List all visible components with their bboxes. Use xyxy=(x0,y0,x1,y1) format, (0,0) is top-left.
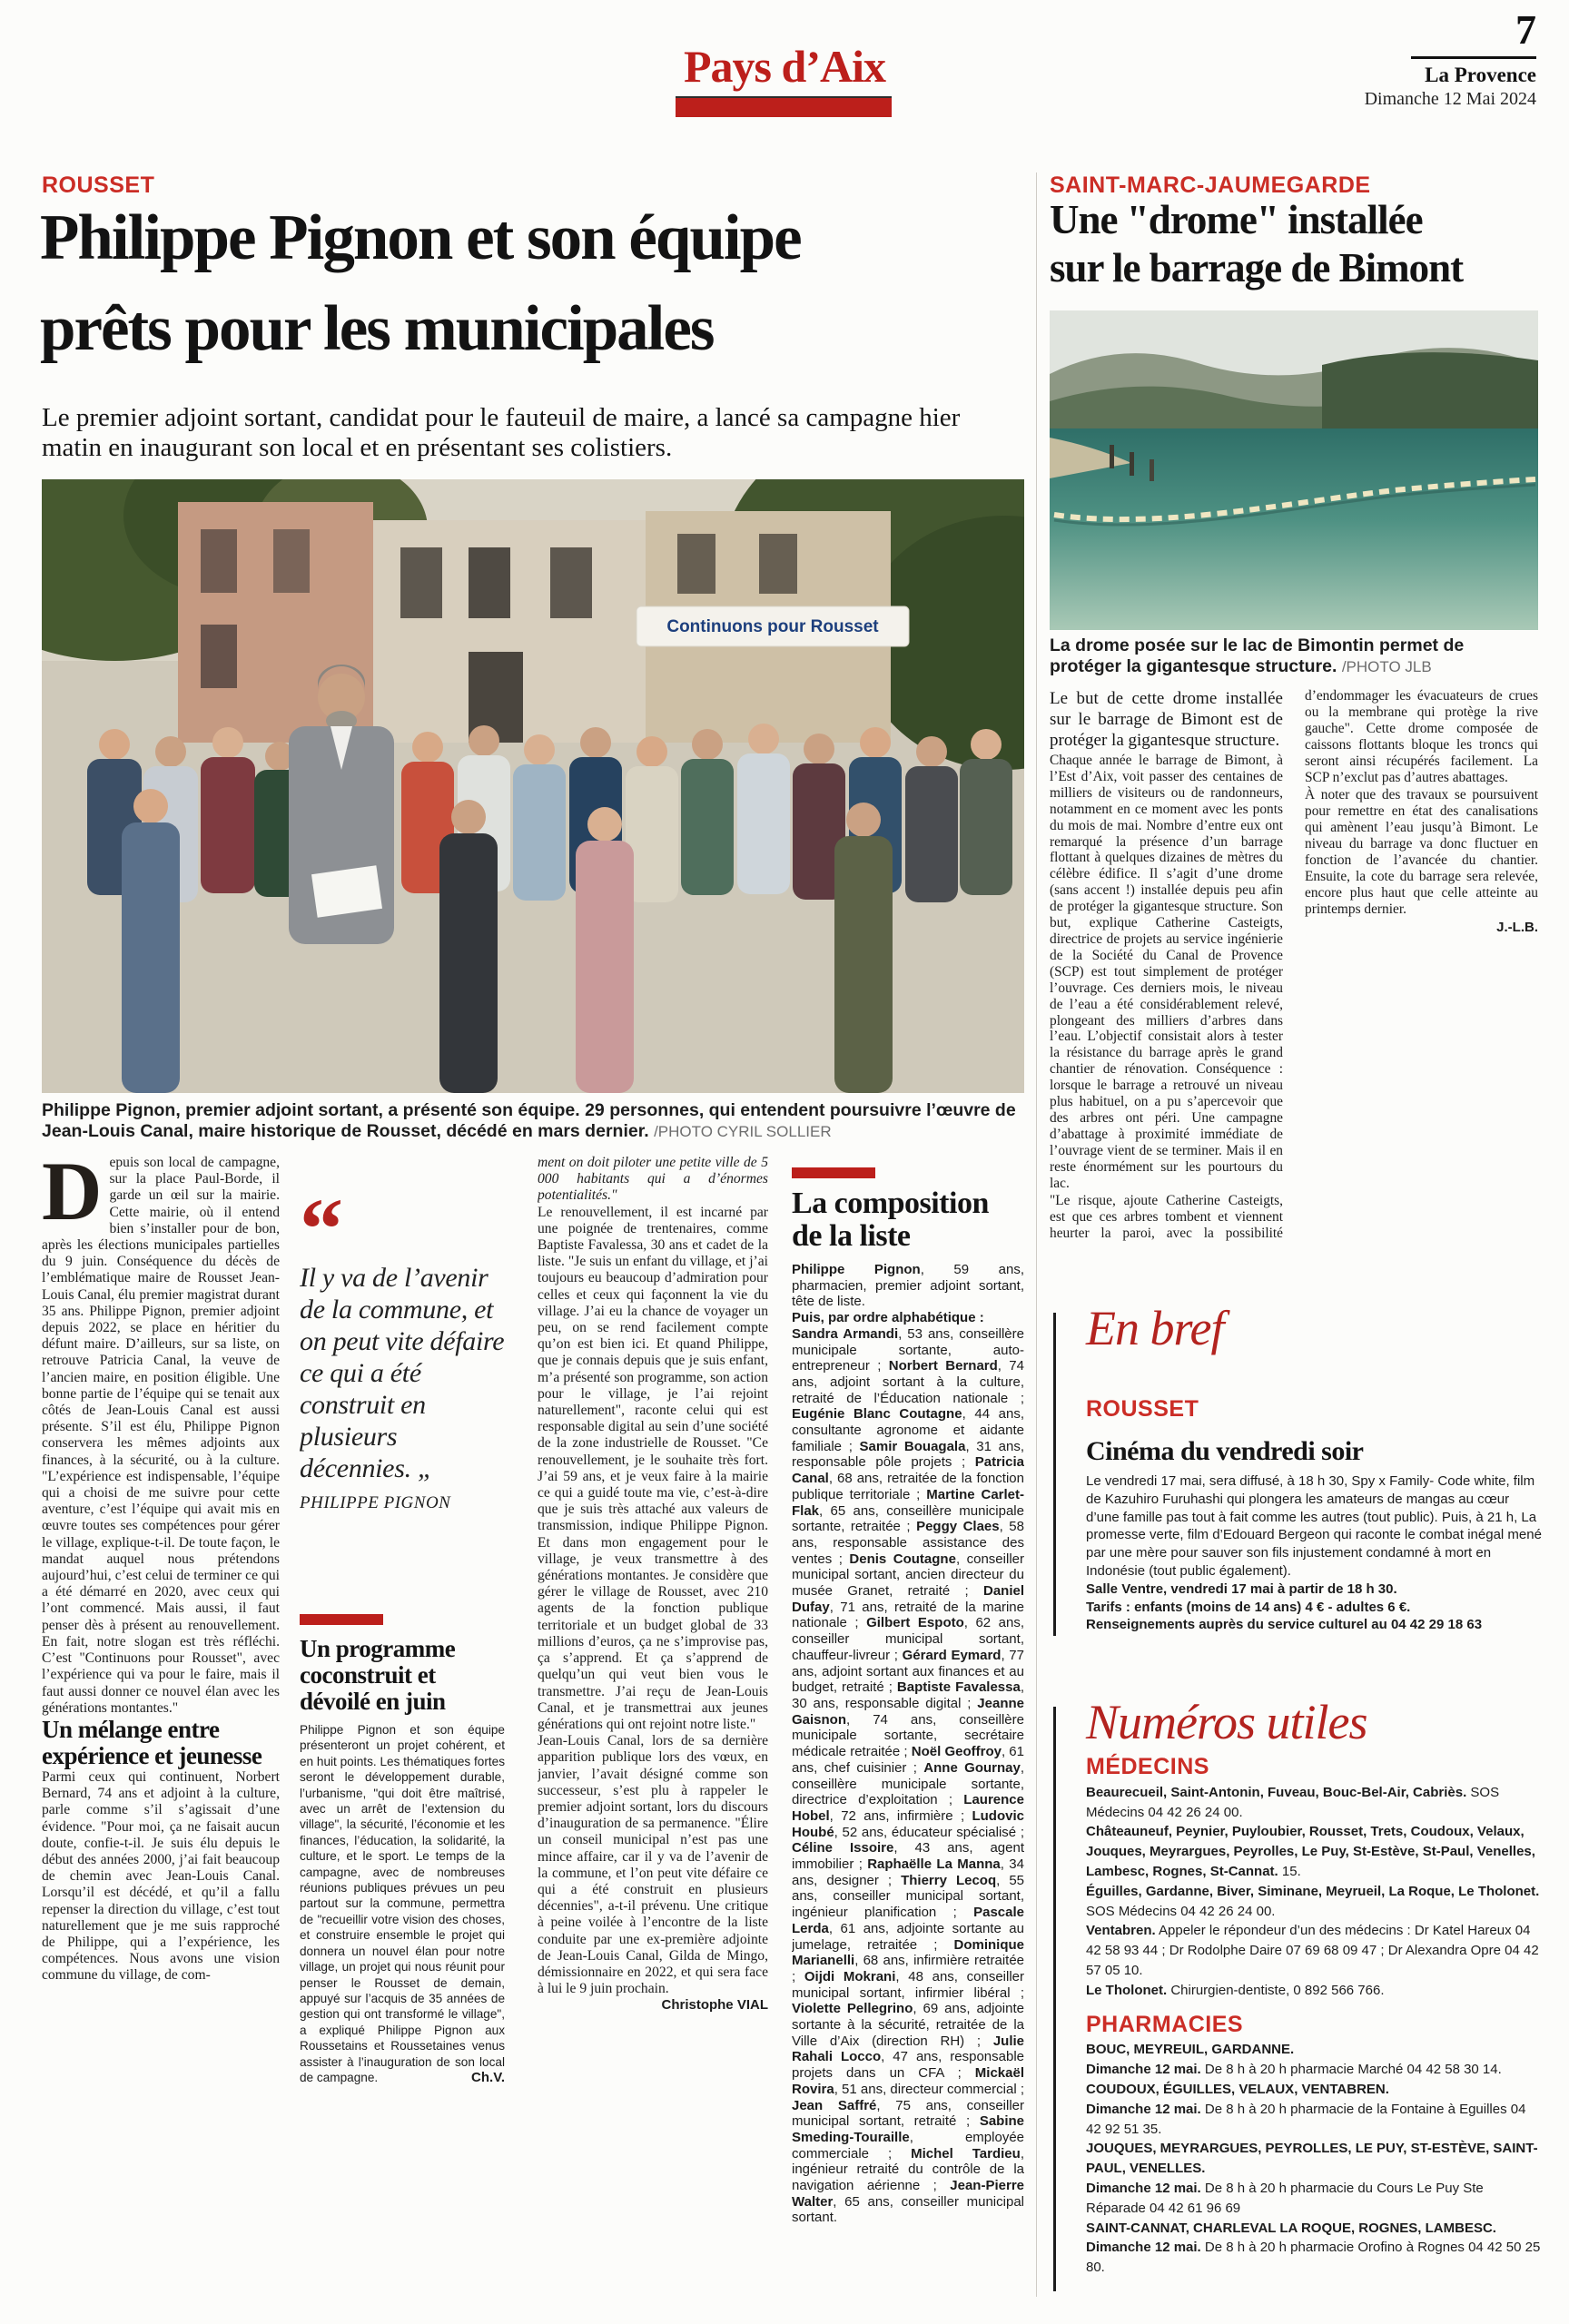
enbref-headline: Cinéma du vendredi soir xyxy=(1086,1436,1364,1466)
page-number: 7 xyxy=(1515,6,1536,53)
photo-credit: /PHOTO CYRIL SOLLIER xyxy=(654,1123,832,1140)
right-article-body xyxy=(1050,688,1538,1247)
pharmacies-schedule: Dimanche 12 mai. De 8 h à 20 h pharmacie Marché 04 42 58 30 14. xyxy=(1086,2062,1502,2078)
list-member-name: Martine Carlet-Flak xyxy=(792,1486,1024,1519)
headline-line-1: Philippe Pignon et son équipe xyxy=(40,202,801,273)
list-member-name: Violette Pellegrino xyxy=(792,2001,913,2017)
programme-body xyxy=(300,1722,505,2085)
list-member-name: Pascale Lerda xyxy=(792,1905,1024,1936)
right-article-lead: Le but de cette drome installée sur le barrage de Bimont est de protéger la gigantesque structure. xyxy=(1050,689,1283,750)
list-member-name: Anne Gournay xyxy=(923,1759,1021,1776)
body-paragraph: ment on doit piloter une petite ville de 5 000 habitants qui a d’énormes potentialités." xyxy=(538,1155,768,1204)
pharmacies-schedule: Dimanche 12 mai. De 8 h à 20 h pharmacie de la Fontaine à Eguilles 04 42 92 51 35. xyxy=(1086,2101,1526,2137)
numeros-title: Numéros utiles xyxy=(1086,1695,1367,1749)
medecins-towns: Le Tholonet. xyxy=(1086,1982,1168,1998)
medecins-entry: Éguilles, Gardanne, Biver, Siminane, Meyrueil, La Roque, Le Tholonet. SOS Médecins 04 42 26 24 00. xyxy=(1086,1883,1540,1919)
photo-credit: /PHOTO JLB xyxy=(1341,658,1432,675)
list-member-name: Gérard Eymard xyxy=(902,1647,1002,1663)
enbref-rule xyxy=(1053,1313,1056,1636)
left-photo-caption xyxy=(42,1100,1024,1142)
left-article-kicker: ROUSSET xyxy=(42,172,155,198)
enbref-paragraph: Le vendredi 17 mai, sera diffusé, à 18 h 30, Spy x Family- Code white, film de Kazuhiro Furuhashi qui plongera les amateurs de mangas au cœur d’une famille pas tout à fait comme les autres (tout public). Puis, à 21 h, La promesse verte, film d’Edouard Bergeon qui raconte le combat inégal mené par une mère pour sauver son fils injustement condamné à mort en Indonésie (tout public également). xyxy=(1086,1473,1542,1579)
body-paragraph: Jean-Louis Canal, lors de sa dernière apparition publique lors des vœux, en janvier, l’avait désigné comme son successeur, s’est plu à rappeler le premier adjoint sortant, lors du discours d’inauguration de sa permanence. "Élire un conseil municipal n’est pas une mince affaire, car il y va de l’avenir de la commune, et l’on peut vite défaire ce qui a été construit en plusieurs décennies", a-t-il prévenu. Une critique à peine voilée à l’encontre de la liste conduite par une ex-première adjointe de Jean-Louis Canal, Gilda de Mingo, démissionnaire en 2022, et qui sera face à lui le 9 juin prochain. xyxy=(538,1733,768,1997)
list-member-name: Samir Bouagala xyxy=(859,1438,966,1454)
byline-christophe-vial: Christophe VIAL xyxy=(661,1997,768,2014)
pharmacies-entry xyxy=(1086,2139,1544,2218)
left-article-column-2 xyxy=(300,1155,505,2300)
pull-quote: Il y va de l’avenir de la commune, et on peut vite défaire ce qui a été construit en plusieurs décennies. „ xyxy=(300,1263,505,1483)
enbref-bold-line: Tarifs : enfants (moins de 14 ans) 4 € - adultes 6 €. xyxy=(1086,1599,1411,1615)
right-article-headline xyxy=(1050,196,1540,292)
list-member-name: Julie Rahali Locco xyxy=(792,2033,1024,2065)
list-member-name: Eugénie Blanc Coutagne xyxy=(792,1406,962,1423)
section-red-bar xyxy=(300,1614,383,1625)
composition-title-line1: La composition xyxy=(792,1187,989,1220)
medecins-towns: Ventabren. xyxy=(1086,1923,1156,1939)
pharmacies-towns: BOUC, MEYREUIL, GARDANNE. xyxy=(1086,2042,1295,2058)
masthead-red-bar xyxy=(676,96,892,117)
numeros-rule xyxy=(1053,1707,1056,2291)
enbref-kicker: ROUSSET xyxy=(1086,1396,1199,1422)
list-member-name: Céline Issoire xyxy=(792,1840,894,1856)
pharmacies-entry xyxy=(1086,2080,1544,2139)
medecins-towns: Beaurecueil, Saint-Antonin, Fuveau, Bouc-Bel-Air, Cabriès. xyxy=(1086,1784,1467,1800)
composition-entries xyxy=(792,1326,1024,2226)
pharmacies-schedule: Dimanche 12 mai. De 8 h à 20 h pharmacie Orofino à Rognes 04 42 50 25 80. xyxy=(1086,2240,1541,2276)
body-paragraph: epuis son local de campagne, sur la place Paul-Borde, il garde un œil sur la mairie. Cette mairie, où il entend bien s’installer pour de bon, après les élections municipales partielles du 9 juin. Conséquence du décès de l’emblématique maire de Rousset Jean-Louis Canal, élu premier magistrat durant 35 ans. Philippe Pignon, premier adjoint depuis 2022, se place en héritier du défunt maire. D’ailleurs, sur sa liste, on retrouve Patricia Canal, la veuve de l’ancien maire, en position éligible. Une bonne partie de l’équipe qui se tenait aux côtés de Jean-Louis Canal est aussi présente. S’il est élu, Philippe Pignon conservera les mêmes adjoints aux finances, à la sécurité, ou à la culture. "L’expérience est indispensable, l’équipe qui a choisi de me suivre pour cette aventure, c’est l’équipe qui avait mis en œuvre toutes ses compétences pour gérer le village, explique-t-il. De toute façon, le mandat auquel nous prétendons aujourd’hui, c’est celui de terminer ce qui a été démarré en 2020, avec ceux qui l’ont commencé. Mais aussi, il faut penser dès à présent au renouvellement. En fait, notre slogan est très réfléchi. C’est "Continuons pour Rousset", avec l’expérience qui va pour le faire, mais il faut aussi donner ce nouvel élan avec les générations montantes." xyxy=(42,1155,280,1716)
enbref-bold-lines xyxy=(1086,1581,1544,1634)
list-member-name: Sabine Smeding-Touraille xyxy=(792,2113,1024,2145)
list-member-name: Baptiste Favalessa xyxy=(896,1679,1021,1696)
left-article-column-1 xyxy=(42,1155,280,2300)
lake-photo xyxy=(1050,310,1538,630)
medecins-entry: Châteauneuf, Peynier, Puyloubier, Rousset, Trets, Coudoux, Velaux, Jouques, Meyrargues, Peyrolles, Le Puy, St-Estève, St-Paul, Venelles, Lambesc, Rognes, St-Cannat. 15. xyxy=(1086,1824,1535,1879)
pharmacies-entries xyxy=(1086,2040,1544,2278)
left-article-column-3 xyxy=(538,1155,768,2300)
newspaper-name: La Provence xyxy=(1425,64,1536,86)
medecins-entry: Beaurecueil, Saint-Antonin, Fuveau, Bouc-Bel-Air, Cabriès. SOS Médecins 04 42 26 24 00. xyxy=(1086,1784,1500,1820)
list-member-name: Michel Tardieu xyxy=(911,2145,1021,2162)
pharmacies-entry xyxy=(1086,2219,1544,2278)
list-member-name: Laurence Hobel xyxy=(792,1792,1024,1824)
pharmacies-label: PHARMACIES xyxy=(1086,2011,1244,2037)
enbref-title: En bref xyxy=(1086,1301,1224,1355)
list-member-name: Ludovic Houbé xyxy=(792,1807,1024,1840)
byline-jlb: J.-L.B. xyxy=(1496,919,1538,935)
caption-text: La drome posée sur le lac de Bimontin permet de protéger la gigantesque structure. xyxy=(1050,635,1465,676)
byline-chv: Ch.V. xyxy=(471,2069,505,2085)
headline-line-2: sur le barrage de Bimont xyxy=(1050,245,1464,290)
enbref-bold-line: Renseignements auprès du service culturel au 04 42 29 18 63 xyxy=(1086,1617,1483,1633)
body-paragraph: Parmi ceux qui continuent, Norbert Bernard, 74 ans et adjoint à la culture, parle comme s’il s’agissait d’une évidence. "Pour moi, ça ne faisait aucun doute, confie-t-il. Je suis élu depuis le début des années 2000, j’ai fait beaucoup de chemin avec Jean-Louis Canal. Lorsqu’il est décédé, et qu’il a fallu repenser la direction du village, c’est tout naturellement que je me suis rapproché de Philippe, qui a l’expérience, les compétences. Nous avons une vision commune du village, de com- xyxy=(42,1768,280,1984)
programme-block xyxy=(300,1614,505,2085)
programme-text: Philippe Pignon et son équipe présenteront un projet cohérent, et en huit points. Les thématiques fortes seront le développement durable, l’urbanisme, "qui doit être maîtrisé, avec un arrêt de l’extension du village", la sécurité, l’économie et les finances, l’éducation, la solidarité, la culture, et le sport. Le temps de la campagne, avec de nombreuses réunions publiques prévues un peu partout sur la commune, permettra de "recueillir votre vision des choses, et construire ensemble le projet qui donnera un nouvel élan pour notre village, un projet qui nous réunit pour penser le Rousset de demain, appuyé sur l’acquis de 35 années de gestion qui ont transformé le village", a expliqué Philippe Pignon aux Roussetains et Roussetaines venus assister à l’inauguration de son local de campagne. xyxy=(300,1723,505,2084)
numeros-body xyxy=(1086,1754,1544,2278)
composition-body xyxy=(792,1262,1024,2226)
body-paragraph: Le renouvellement, il est incarné par une poignée de trentenaires, comme Baptiste Favalessa, 30 ans et cadet de la liste. "Je suis un enfant du village, et j’ai toujours eu beaucoup d’admiration pour celles et ceux qui façonnent la vie du village. J’ai eu la chance de voyager un peu, on se rend facilement compte qu’on est bien ici. Et quand Philippe, que je connais depuis que je suis enfant, m’a présenté son programme, son action pour le village, je l’ai rejoint naturellement", raconte celui qui est responsable digital au sein d’une société de la zone industrielle de Rousset. "Ce renouvellement, je le souhaite très fort. J’ai 59 ans, et je veux faire à la mairie ce qui a guidé toute ma vie, c’est-à-dire que je suis très attaché aux valeurs de transmission, indique Philippe Pignon. Et dans mon engagement pour le village, je veux transmettre à des générations montantes. Je considère que gérer le village de Rousset, avec 210 agents de la fonction publique territoriale et un budget global de 33 millions d’euros, ça ne s’improvise pas, ça s’apprend. Et ça s’apprend de quelqu’un qui veut bien vous le transmettre. J’ai reçu de Jean-Louis Canal, et je transmettrai aux jeunes générations qui ont rejoint notre liste." xyxy=(538,1204,768,1732)
list-member-name: Thierry Lecoq xyxy=(901,1872,997,1888)
composition-title-line2: de la liste xyxy=(792,1219,911,1253)
quote-mark-icon: “ xyxy=(300,1180,343,1277)
pharmacies-towns: JOUQUES, MEYRARGUES, PEYROLLES, LE PUY, ST-ESTÈVE, SAINT-PAUL, VENELLES. xyxy=(1086,2141,1538,2177)
list-member-name: Patricia Canal xyxy=(792,1454,1024,1487)
list-member-name: Sandra Armandi xyxy=(792,1325,899,1342)
section-masthead: Pays d’Aix xyxy=(684,41,885,92)
pharmacies-entry xyxy=(1086,2040,1544,2080)
composition-entry-list: Sandra Armandi, 53 ans, conseillère municipale sortante, auto-entrepreneur ; Norbert Bernard, 74 ans, adjoint sortant à la culture, retraité de l’Éducation nationale ; Eugénie Blanc Coutagne, 44 ans, consultante agronome et aidante familiale ; Samir Bouagala, 31 ans, responsable pôle projets ; Patricia Canal, 68 ans, retraitée de la fonction publique territoriale ; Martine Carlet-Flak, 65 ans, conseillère municipale sortante, retraitée ; Peggy Claes, 58 ans, responsable assistance des ventes ; Denis Coutagne, conseiller municipal sortant, ancien directeur du musée Granet, retraité ; Daniel Dufay, 71 ans, retraité de la marine nationale ; Gilbert Espoto, 62 ans, conseiller municipal sortant, chauffeur-livreur ; Gérard Eymard, 77 ans, adjoint sortant aux finances et au budget, retraité ; Baptiste Favalessa, 30 ans, responsable digital ; Jeanne Gaisnon, 74 ans, conseillère municipale sortante, secrétaire médicale retraitée ; Noël Geoffroy, 61 ans, chef cuisinier ; Anne Gournay, conseillère municipale sortante, directrice d’exploitation ; Laurence Hobel, 72 ans, infirmière ; Ludovic Houbé, 52 ans, éducateur spécialisé ; Céline Issoire, 43 ans, agent immobilier ; Raphaëlle La Manna, 34 ans, designer ; Thierry Lecoq, 55 ans, conseiller municipal sortant, ingénieur planification ; Pascale Lerda, 61 ans, adjointe sortante au jumelage, retraitée ; Dominique Marianelli, 68 ans, infirmière retraitée ; Oijdi Mokrani, 48 ans, conseiller municipal sortant, infirmier libéral ; Violette Pellegrino, 69 ans, adjointe sortante à la sécurité, retraitée de la Ville d’Aix (direction RH) ; Julie Rahali Locco, 47 ans, responsable projets dans un CFA ; Mickaël Rovira, 51 ans, directeur commercial ; Jean Saffré, 75 ans, conseiller municipal sortant, retraité ; Sabine Smeding-Touraille, employée commerciale ; Michel Tardieu, ingénieur retraité du contrôle de la navigation aérienne ; Jean-Pierre Walter, 65 ans, conseiller municipal sortant. xyxy=(792,1325,1024,2226)
pull-quote-author: PHILIPPE PIGNON xyxy=(300,1493,451,1512)
caption-text: Philippe Pignon, premier adjoint sortant, a présenté son équipe. 29 personnes, qui entendent poursuivre l’œuvre de Jean-Louis Canal, maire historique de Rousset, décédé en mars dernier. xyxy=(42,1100,1016,1141)
list-member-name: Peggy Claes xyxy=(916,1519,1000,1535)
list-head-name: Philippe Pignon xyxy=(792,1262,921,1277)
medecins-towns: Éguilles, Gardanne, Biver, Siminane, Meyrueil, La Roque, Le Tholonet. xyxy=(1086,1883,1540,1899)
list-member-name: Dominique Marianelli xyxy=(792,1936,1024,1969)
headline-line-2: prêts pour les municipales xyxy=(40,293,714,364)
list-member-name: Noël Geoffroy xyxy=(911,1744,1002,1760)
right-article-kicker: SAINT-MARC-JAUMEGARDE xyxy=(1050,172,1371,198)
subhead-programme: Un programme coconstruit et dévoilé en juin xyxy=(300,1635,456,1715)
enbref-body xyxy=(1086,1472,1544,1634)
list-member-name: Mickaël Rovira xyxy=(792,2065,1024,2097)
left-article-deck: Le premier adjoint sortant, candidat pour le fauteuil de maire, a lancé sa campagne hier matin en inaugurant son local et en présentant ses colistiers. xyxy=(42,403,961,462)
medecins-entry: Le Tholonet. Chirurgien-dentiste, 0 892 566 766. xyxy=(1086,1982,1385,1998)
left-article-headline xyxy=(40,192,1039,374)
list-member-name: Oijdi Mokrani xyxy=(804,1968,896,1984)
composition-column xyxy=(792,1167,1024,2300)
subhead-melange: Un mélange entre expérience et jeunesse xyxy=(42,1715,262,1769)
pharmacies-schedule: Dimanche 12 mai. De 8 h à 20 h pharmacie du Cours Le Puy Ste Réparade 04 42 61 96 69 xyxy=(1086,2180,1484,2216)
enbref-bold-line: Salle Ventre, vendredi 17 mai à partir de 18 h 30. xyxy=(1086,1581,1397,1597)
list-head-desc: , 59 ans, pharmacien, premier adjoint sortant, tête de liste. xyxy=(792,1262,1024,1310)
list-member-name: Denis Coutagne xyxy=(849,1551,956,1567)
section-red-bar xyxy=(792,1167,875,1178)
list-member-name: Raphaëlle La Manna xyxy=(867,1856,1001,1873)
composition-order-note: Puis, par ordre alphabétique : xyxy=(792,1310,984,1326)
edition-date: Dimanche 12 Mai 2024 xyxy=(1364,89,1536,109)
body-paragraph: "Le risque, ajoute Catherine Casteigts, est que ces arbres tombent et viennent heurter la paroi, avec la possibilité d’endommager les évacuateurs de crues ou la membrane qui protège la rive gauche". Cette drome composée de caissons flottants bloque les troncs qui seront ainsi récupérés facilement. La SCP n’exclut pas d’autres abattages. xyxy=(1050,688,1538,1242)
pharmacies-towns: COUDOUX, ÉGUILLES, VELAUX, VENTABREN. xyxy=(1086,2081,1389,2097)
composition-title xyxy=(792,1187,1024,1253)
pharmacies-towns: SAINT-CANNAT, CHARLEVAL LA ROQUE, ROGNES, LAMBESC. xyxy=(1086,2220,1496,2236)
right-photo-caption xyxy=(1050,635,1538,677)
composition-lead xyxy=(792,1262,1024,1310)
body-paragraph: Chaque année le barrage de Bimont, à l’Est d’Aix, voit passer des centaines de milliers de visiteurs ou de randonneurs, notamment en ce moment avec les ponts du mois de mai. Nombre d’entre eux ont remarqué la présence d’un barrage flottant à quelques dizaines de mètres du célèbre édifice. Il s’agit d’une drome (sans accent !) installée depuis peu afin de protéger la gigantesque structure. Son but, explique Catherine Casteigts, directrice de projets au service ingénierie de la Société du Canal de Provence (SCP) est tout simplement de protéger l’ouvrage. Ces derniers mois, le niveau de l’eau a été considérablement relevé, plongeant des milliers d’arbres dans l’eau. L’objectif consistait alors à tester la résistance du barrage après le grand chantier de rénovation. Conséquence : lorsque le barrage a retrouvé un niveau plus habituel, on a pu s’apercevoir que des arbres ont péri. Une campagne d’abattage à proximité immédiate de l’ouvrage vient de se terminer. Mais il en reste énormément sur les pourtours du lac. xyxy=(1050,753,1283,1191)
list-member-name: Daniel Dufay xyxy=(792,1583,1024,1615)
list-member-name: Gilbert Espoto xyxy=(866,1615,964,1631)
list-member-name: Jean-Pierre Walter xyxy=(792,2178,1024,2210)
medecins-towns: Châteauneuf, Peynier, Puyloubier, Rousset, Trets, Coudoux, Velaux, Jouques, Meyrargues, Peyrolles, Le Puy, St-Estève, St-Paul, Venelles, Lambesc, Rognes, St-Cannat. xyxy=(1086,1824,1535,1879)
medecins-entries xyxy=(1086,1783,1544,2001)
headline-line-1: Une "drome" installée xyxy=(1050,197,1423,242)
list-member-name: Jean Saffré xyxy=(792,2097,877,2113)
campaign-banner-text: Continuons pour Rousset xyxy=(666,617,879,636)
list-member-name: Jeanne Gaisnon xyxy=(792,1695,1024,1728)
page-number-rule xyxy=(1411,56,1536,59)
medecins-label: MÉDECINS xyxy=(1086,1754,1209,1779)
body-paragraph: À noter que des travaux se poursuivent pour remettre en état des canalisations qui amènent l’eau jusqu’à Bimont. Le niveau du barrage va donc fluctuer en fonction de l’avancée du chantier. Ensuite, la cote du barrage sera relevée, encore plus haut que celle atteinte au printemps dernier. xyxy=(1305,787,1538,917)
medecins-entry: Ventabren. Appeler le répondeur d’un des médecins : Dr Katel Hareux 04 42 58 93 44 ; Dr Rodolphe Daire 07 69 68 09 47 ; Dr Alexandra Opre 04 42 57 05 10. xyxy=(1086,1923,1539,1978)
column-divider xyxy=(1036,172,1037,2297)
dropcap: D xyxy=(42,1155,103,1237)
list-member-name: Norbert Bernard xyxy=(888,1358,998,1374)
campaign-photo xyxy=(42,479,1024,1093)
